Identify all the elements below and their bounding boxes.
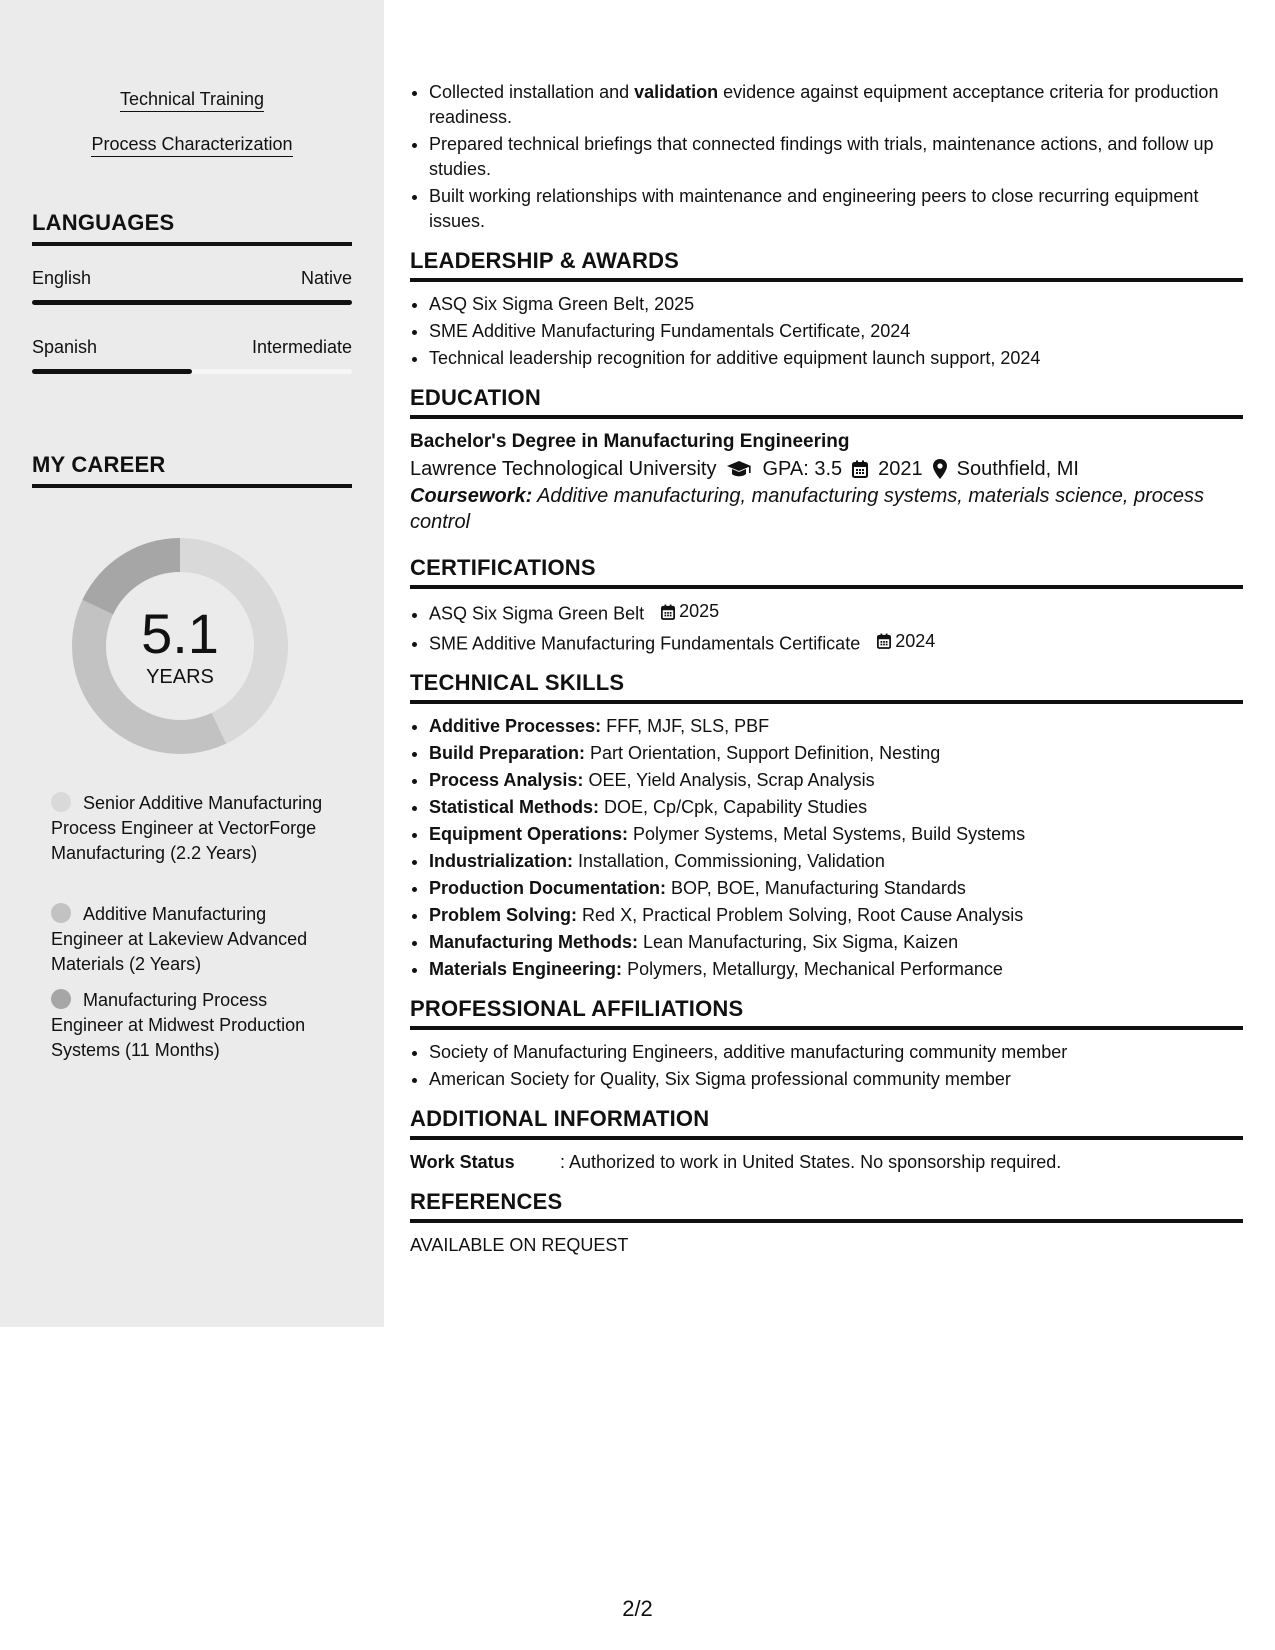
skill-item: • Industrialization: Installation, Commissioning, Validation <box>429 849 1243 874</box>
skill-item: • Problem Solving: Red X, Practical Problem Solving, Root Cause Analysis <box>429 903 1243 928</box>
languages-heading: LANGUAGES <box>32 210 352 246</box>
leadership-item: • SME Additive Manufacturing Fundamentals Certificate, 2024 <box>429 319 1243 344</box>
career-legend-dot <box>51 903 71 923</box>
affiliations-list <box>410 1040 1243 1092</box>
career-heading: MY CAREER <box>32 452 352 488</box>
graduation-year: 2021 <box>878 458 923 480</box>
work-status-label: Work Status <box>410 1152 515 1172</box>
certifications-heading: CERTIFICATIONS <box>410 555 1243 589</box>
certification-item: • ASQ Six Sigma Green Belt 2025 <box>429 599 1243 627</box>
language-name: English <box>32 268 92 288</box>
skills-heading: TECHNICAL SKILLS <box>410 670 1243 704</box>
education-heading: EDUCATION <box>410 385 1243 419</box>
skill-item: • Statistical Methods: DOE, Cp/Cpk, Capability Studies <box>429 795 1243 820</box>
training-link-technical-training[interactable]: Technical Training <box>0 88 384 110</box>
additional-info-heading: ADDITIONAL INFORMATION <box>410 1106 1243 1140</box>
main-content <box>410 0 1243 1258</box>
language-level: Native <box>300 268 352 288</box>
location-pin-icon <box>933 459 947 479</box>
certification-date: 2025 <box>661 599 719 624</box>
affiliation-item: • Society of Manufacturing Engineers, additive manufacturing community member <box>429 1040 1243 1065</box>
graduation-cap-icon <box>726 460 752 478</box>
language-level: Intermediate <box>251 337 352 357</box>
references-heading: REFERENCES <box>410 1189 1243 1223</box>
career-total-unit: YEARS <box>146 666 214 688</box>
coursework <box>410 483 1243 535</box>
leadership-list <box>410 292 1243 371</box>
school-name: Lawrence Technological University <box>410 458 717 480</box>
leadership-item: • ASQ Six Sigma Green Belt, 2025 <box>429 292 1243 317</box>
references-text: AVAILABLE ON REQUEST <box>410 1235 629 1255</box>
school-location: Southfield, MI <box>956 458 1079 480</box>
experience-bullet: • Built working relationships with maintenance and engineering peers to close recurring equipment issues. <box>429 184 1243 234</box>
affiliations-heading: PROFESSIONAL AFFILIATIONS <box>410 996 1243 1030</box>
calendar-icon <box>852 460 868 478</box>
skills-list <box>410 714 1243 982</box>
skill-item: • Equipment Operations: Polymer Systems, Metal Systems, Build Systems <box>429 822 1243 847</box>
skill-item: • Manufacturing Methods: Lean Manufacturing, Six Sigma, Kaizen <box>429 930 1243 955</box>
coursework-label: Coursework: <box>410 485 533 507</box>
skill-item: • Build Preparation: Part Orientation, Support Definition, Nesting <box>429 741 1243 766</box>
work-status-value: : Authorized to work in United States. No sponsorship required. <box>560 1152 1062 1172</box>
career-item: Additive Manufacturing Engineer at Lakeview Advanced Materials (2 Years) <box>51 904 308 974</box>
work-status-row <box>410 1150 1243 1175</box>
degree-title: Bachelor's Degree in Manufacturing Engineering <box>410 431 850 452</box>
career-legend-dot <box>51 989 71 1009</box>
language-bar-spanish <box>32 369 352 374</box>
calendar-icon <box>661 604 675 620</box>
sidebar <box>0 0 384 1327</box>
experience-bullet-list <box>410 80 1243 234</box>
language-bar-english <box>32 300 352 305</box>
career-item: Manufacturing Process Engineer at Midwest Production Systems (11 Months) <box>51 990 306 1060</box>
leadership-item: • Technical leadership recognition for additive equipment launch support, 2024 <box>429 346 1243 371</box>
skill-item: • Production Documentation: BOP, BOE, Manufacturing Standards <box>429 876 1243 901</box>
career-donut-chart <box>66 532 294 760</box>
career-total-years: 5.1 <box>141 602 219 665</box>
leadership-heading: LEADERSHIP & AWARDS <box>410 248 1243 282</box>
gpa: GPA: 3.5 <box>762 458 843 480</box>
skill-item: • Process Analysis: OEE, Yield Analysis, Scrap Analysis <box>429 768 1243 793</box>
certification-item: • SME Additive Manufacturing Fundamentals Certificate 2024 <box>429 629 1243 657</box>
language-row-english <box>32 268 352 289</box>
coursework-text: Additive manufacturing, manufacturing systems, materials science, process control <box>410 485 1205 533</box>
education-details <box>410 455 1243 483</box>
training-link-process-characterization[interactable]: Process Characterization <box>0 133 384 155</box>
page-number: 2/2 <box>622 1596 653 1621</box>
experience-bullet: • Collected installation and validation evidence against equipment acceptance criteria for production readiness. <box>429 80 1243 130</box>
language-bar-fill <box>32 369 192 374</box>
career-legend-dot <box>51 792 71 812</box>
certifications-list <box>410 599 1243 656</box>
skill-item: • Additive Processes: FFF, MJF, SLS, PBF <box>429 714 1243 739</box>
calendar-icon <box>877 633 891 649</box>
language-row-spanish <box>32 337 352 358</box>
language-bar-fill <box>32 300 352 305</box>
experience-bullet: • Prepared technical briefings that connected findings with trials, maintenance actions, and follow up studies. <box>429 132 1243 182</box>
language-name: Spanish <box>32 337 98 357</box>
career-item: Senior Additive Manufacturing Process Engineer at VectorForge Manufacturing (2.2 Years) <box>51 793 323 863</box>
affiliation-item: • American Society for Quality, Six Sigma professional community member <box>429 1067 1243 1092</box>
skill-item: • Materials Engineering: Polymers, Metallurgy, Mechanical Performance <box>429 957 1243 982</box>
certification-date: 2024 <box>877 629 935 654</box>
